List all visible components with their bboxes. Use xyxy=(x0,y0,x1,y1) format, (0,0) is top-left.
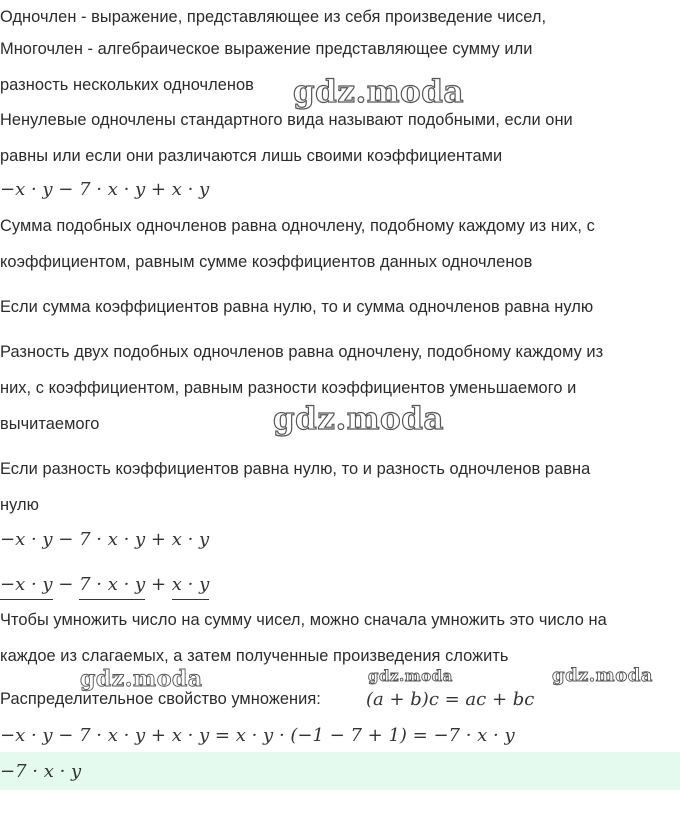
text-line-sum-rule-end: коэффициентом, равным сумме коэффициентов данных одночленов xyxy=(0,253,533,271)
math-expression-2: −x · y − 7 · x · y + x · y xyxy=(0,529,210,550)
text-line-polynomial-def: Многочлен - алгебраическое выражение представляющее сумму или xyxy=(0,40,533,58)
text-line-zero-difference-end: нулю xyxy=(0,496,39,514)
text-line-multiply-rule: Чтобы умножить число на сумму чисел, можно сначала умножить это число на xyxy=(0,611,607,629)
math-expression-underlined xyxy=(0,574,209,595)
minus-sign: − xyxy=(52,574,80,595)
text-line-multiply-rule-end: каждое из слагаемых, а затем полученные произведения сложить xyxy=(0,647,509,665)
text-line-zero-sum: Если сумма коэффициентов равна нулю, то и сумма одночленов равна нулю xyxy=(0,298,594,316)
text-line-difference-rule-cont: них, с коэффициентом, равным разности коэффициентов уменьшаемого и xyxy=(0,379,577,397)
watermark-logo: gdz.moda xyxy=(293,74,464,110)
plus-sign: + xyxy=(145,574,172,595)
text-line-zero-difference: Если разность коэффициентов равна нулю, то и разность одночленов равна xyxy=(0,460,591,478)
watermark-logo: gdz.moda xyxy=(552,665,653,686)
math-solution: −x · y − 7 · x · y + x · y = x · y · (−1 − 7 + 1) = −7 · x · y xyxy=(0,725,515,746)
underlined-term-1: −x · y xyxy=(0,574,53,595)
watermark-logo: gdz.moda xyxy=(80,666,203,692)
watermark-logo: gdz.moda xyxy=(368,667,453,685)
text-line-similar-def-end: равны или если они различаются лишь своими коэффициентами xyxy=(0,147,503,165)
text-line-similar-def: Ненулевые одночлены стандартного вида называют подобными, если они xyxy=(0,111,573,129)
text-line-monomial-def: Одночлен - выражение, представляющее из себя произведение чисел, xyxy=(0,8,547,26)
text-line-difference-rule: Разность двух подобных одночленов равна одночлену, подобному каждому из xyxy=(0,343,604,361)
watermark-logo: gdz.moda xyxy=(273,401,444,437)
answer-highlight xyxy=(0,752,680,790)
underlined-term-3: x · y xyxy=(171,574,210,595)
text-line-difference-rule-end: вычитаемого xyxy=(0,415,100,433)
underlined-term-2: 7 · x · y xyxy=(79,574,146,595)
text-line-sum-rule: Сумма подобных одночленов равна одночлену, подобному каждому из них, с xyxy=(0,217,595,235)
text-line-distributive-label: Распределительное свойство умножения: xyxy=(0,690,321,708)
math-answer: −7 · x · y xyxy=(0,761,82,782)
math-distributive-formula: (a + b)c = ac + bc xyxy=(366,689,535,710)
text-line-polynomial-def-end: разность нескольких одночленов xyxy=(0,76,254,94)
math-expression-1: −x · y − 7 · x · y + x · y xyxy=(0,179,210,200)
